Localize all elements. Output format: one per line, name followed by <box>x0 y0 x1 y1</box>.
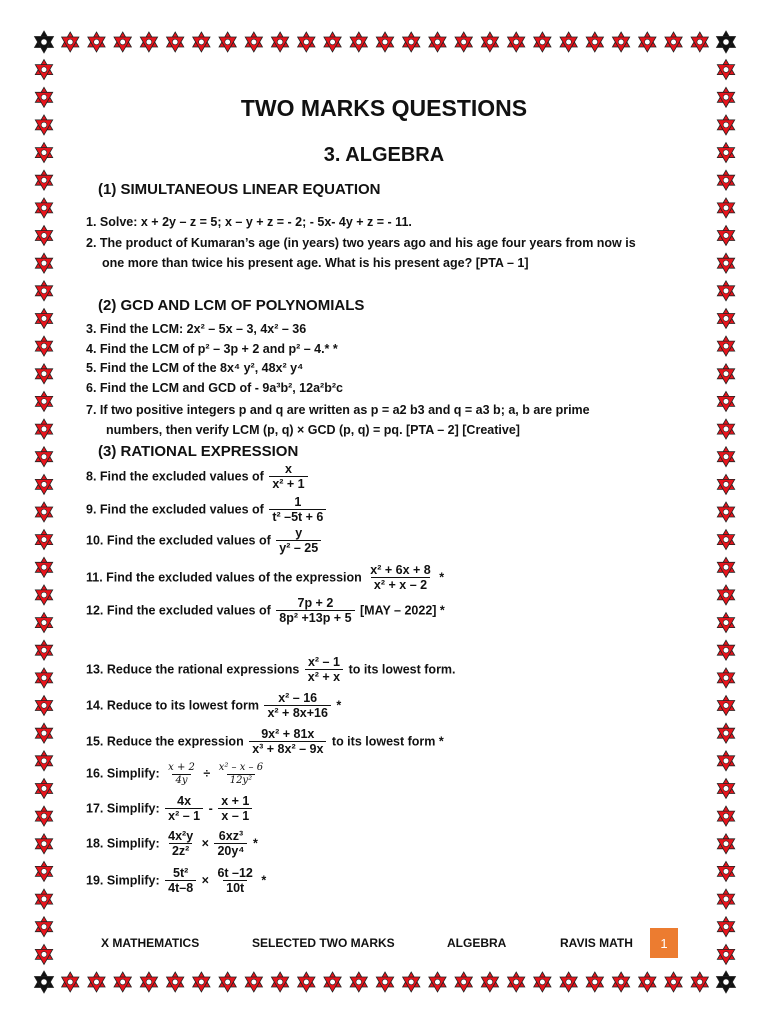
question-15-tail: to its lowest form * <box>331 734 444 749</box>
fraction <box>165 829 196 859</box>
question-9-text: 9. Find the excluded values of <box>86 502 264 517</box>
numerator: x² – 1 <box>307 655 340 669</box>
denominator: 4t–8 <box>165 880 196 896</box>
operator: × <box>201 873 209 888</box>
question-6: 6. Find the LCM and GCD of - 9a³b², 12a²b²c <box>86 381 343 395</box>
question-19-text: 19. Simplify: <box>86 873 160 888</box>
question-15 <box>86 727 444 757</box>
question-13-text: 13. Reduce the rational expressions <box>86 662 300 677</box>
question-8-text: 8. Find the excluded values of <box>86 469 264 484</box>
question-12 <box>86 596 445 626</box>
page-number-badge: 1 <box>650 928 678 958</box>
numerator: 1 <box>294 495 302 509</box>
question-1: 1. Solve: x + 2y – z = 5; x – y + z = - 2; - 5x- 4y + z = - 11. <box>86 215 412 229</box>
footer-title: SELECTED TWO MARKS <box>252 936 395 950</box>
question-12-text: 12. Find the excluded values of <box>86 603 271 618</box>
numerator: x² – x – 6 <box>218 762 264 773</box>
fraction <box>214 866 255 896</box>
question-14-text: 14. Reduce to its lowest form <box>86 698 259 713</box>
question-2-line-1: 2. The product of Kumaran’s age (in years) two years ago and his age four years from now is <box>86 236 636 250</box>
denominator: x² + x – 2 <box>371 577 430 593</box>
question-2-line-2: one more than twice his present age. What is his present age? [PTA – 1] <box>102 256 529 270</box>
denominator: 20y⁴ <box>214 843 247 859</box>
question-13 <box>86 655 456 685</box>
numerator: x + 2 <box>168 762 195 773</box>
section-heading-2: (2) GCD AND LCM OF POLYNOMIALS <box>98 297 365 314</box>
question-14-tail: * <box>336 698 342 713</box>
section-heading-3: (3) RATIONAL EXPRESSION <box>98 443 299 460</box>
fraction <box>249 727 326 757</box>
question-18-tail: * <box>252 836 258 851</box>
question-16 <box>86 762 268 787</box>
question-14 <box>86 691 341 721</box>
question-3: 3. Find the LCM: 2x² – 5x – 3, 4x² – 36 <box>86 322 307 336</box>
question-11-tail: * <box>439 570 445 585</box>
question-9 <box>86 495 328 525</box>
fraction <box>264 691 330 721</box>
question-18-text: 18. Simplify: <box>86 836 160 851</box>
denominator: x² + x <box>305 669 343 685</box>
fraction <box>216 762 266 787</box>
numerator: 4x <box>177 794 192 808</box>
page-title: TWO MARKS QUESTIONS <box>240 95 528 121</box>
denominator: y² – 25 <box>276 540 321 556</box>
numerator: x² + 6x + 8 <box>370 563 431 577</box>
question-11-text: 11. Find the excluded values of the expression <box>86 570 362 585</box>
denominator: x² + 1 <box>269 476 307 492</box>
fraction <box>214 829 247 859</box>
question-7-line-2: numbers, then verify LCM (p, q) × GCD (p, q) = pq. [PTA – 2] [Creative] <box>106 423 520 437</box>
fraction <box>305 655 343 685</box>
numerator: 7p + 2 <box>297 596 334 610</box>
operator: ÷ <box>203 766 211 781</box>
question-5: 5. Find the LCM of the 8x⁴ y², 48x² y⁴ <box>86 361 304 375</box>
denominator: 8p² +13p + 5 <box>276 610 354 626</box>
denominator: x³ + 8x² – 9x <box>249 741 326 757</box>
fraction <box>276 596 354 626</box>
fraction <box>269 495 326 525</box>
numerator: 5t² <box>173 866 189 880</box>
numerator: 6xz³ <box>218 829 244 843</box>
question-8 <box>86 462 310 492</box>
fraction <box>269 462 307 492</box>
question-17-text: 17. Simplify: <box>86 801 160 816</box>
numerator: 9x² + 81x <box>261 727 315 741</box>
fraction <box>165 762 198 787</box>
fraction <box>165 866 196 896</box>
question-19 <box>86 866 266 896</box>
question-12-tail: [MAY – 2022] * <box>360 603 445 618</box>
section-heading-1: (1) SIMULTANEOUS LINEAR EQUATION <box>98 181 381 198</box>
denominator: 4y <box>172 774 190 787</box>
fraction <box>276 526 321 556</box>
denominator: x² – 1 <box>165 808 203 824</box>
denominator: 12y² <box>227 774 255 787</box>
chapter-title: 3. ALGEBRA <box>323 144 445 166</box>
question-16-text: 16. Simplify: <box>86 766 160 781</box>
denominator: 10t <box>223 880 247 896</box>
fraction <box>367 563 433 593</box>
numerator: 6t –12 <box>217 866 253 880</box>
numerator: x <box>284 462 292 476</box>
numerator: 4x²y <box>168 829 194 843</box>
question-10 <box>86 526 323 556</box>
question-15-text: 15. Reduce the expression <box>86 734 244 749</box>
footer-subject: X MATHEMATICS <box>101 936 200 950</box>
question-13-tail: to its lowest form. <box>348 662 456 677</box>
denominator: x – 1 <box>218 808 252 824</box>
question-4: 4. Find the LCM of p² – 3p + 2 and p² – 4.* * <box>86 342 338 356</box>
footer-topic: ALGEBRA <box>447 936 507 950</box>
fraction <box>165 794 203 824</box>
denominator: t² –5t + 6 <box>269 509 326 525</box>
fraction <box>218 794 252 824</box>
question-17 <box>86 794 254 824</box>
operator: - <box>208 801 213 816</box>
denominator: x² + 8x+16 <box>264 705 330 721</box>
footer-author: RAVIS MATH <box>560 936 633 950</box>
numerator: y <box>295 526 303 540</box>
numerator: x + 1 <box>221 794 250 808</box>
question-19-tail: * <box>261 873 267 888</box>
question-18 <box>86 829 258 859</box>
numerator: x² – 16 <box>278 691 318 705</box>
question-11 <box>86 563 444 593</box>
question-10-text: 10. Find the excluded values of <box>86 533 271 548</box>
operator: × <box>201 836 209 851</box>
question-7-line-1: 7. If two positive integers p and q are written as p = a2 b3 and q = a3 b; a, b are prime <box>86 403 590 417</box>
denominator: 2z² <box>169 843 192 859</box>
